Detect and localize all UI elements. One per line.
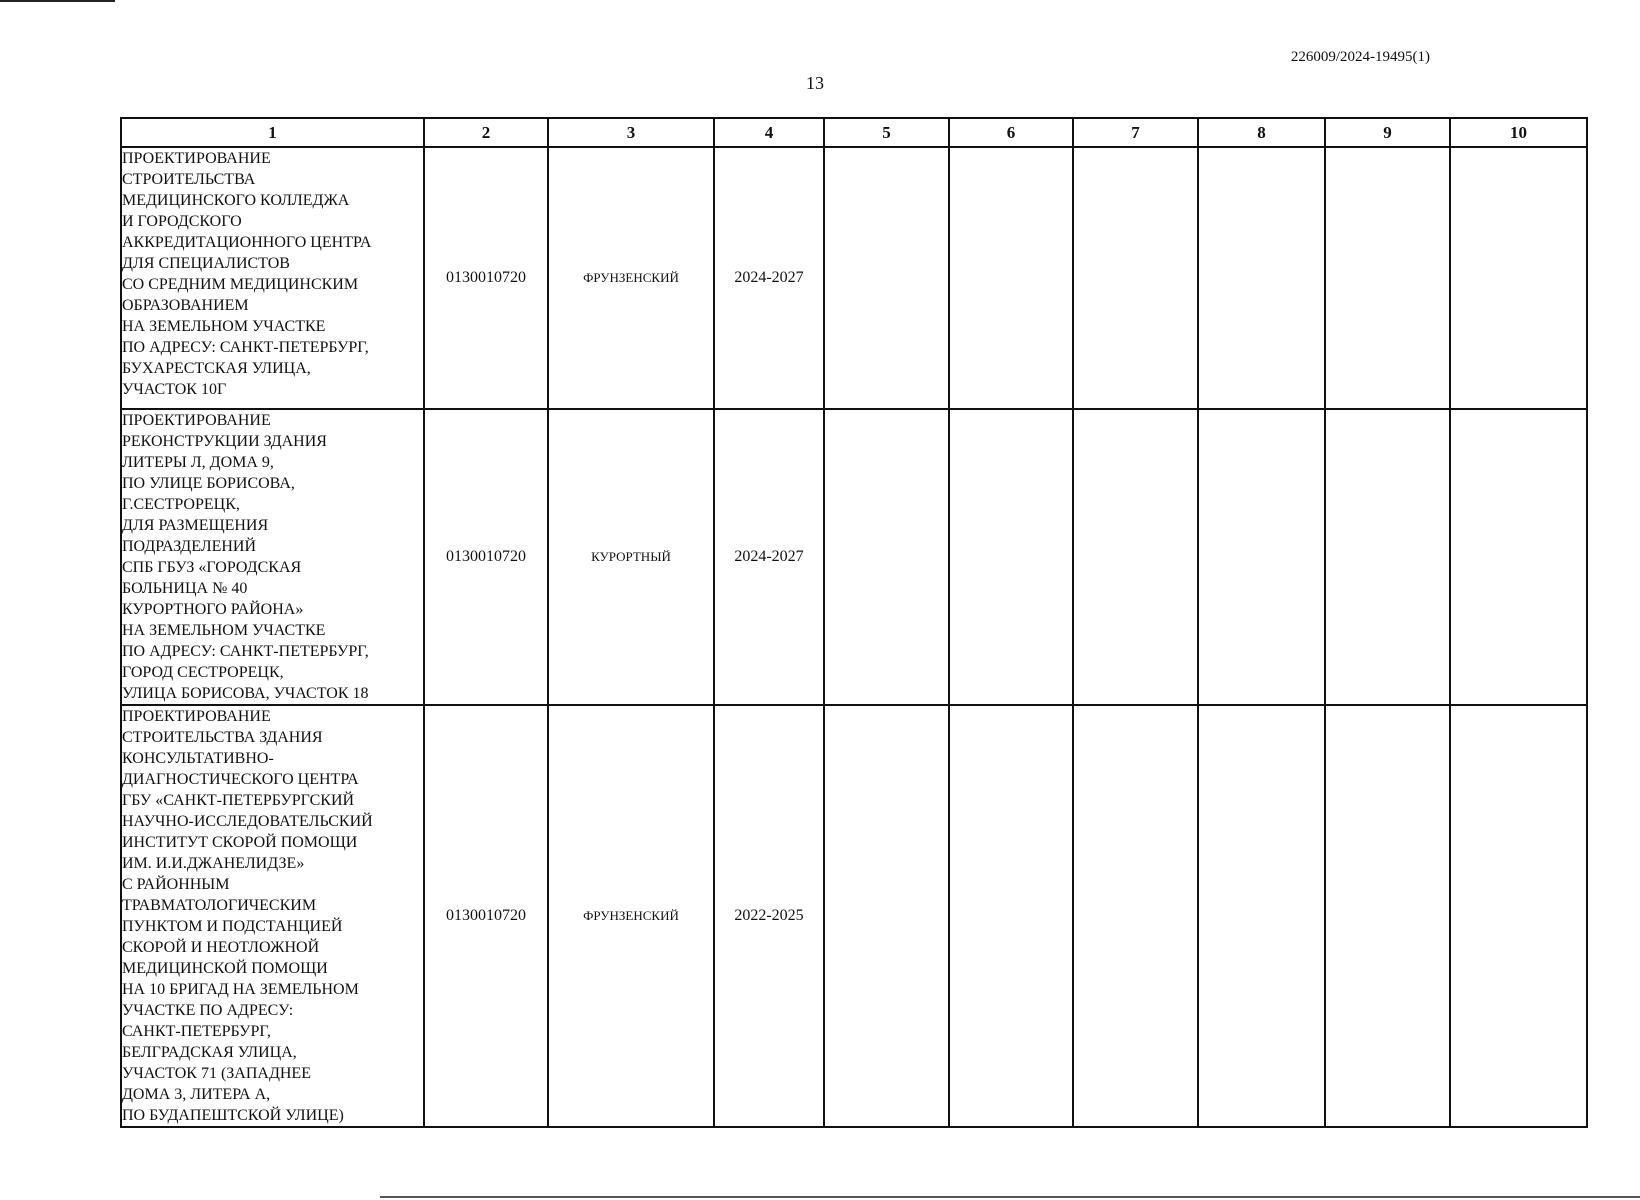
column-header: 5	[824, 118, 949, 147]
column-header: 2	[424, 118, 548, 147]
table-header-row	[121, 118, 1587, 147]
table-row	[121, 705, 1587, 1127]
empty-cell	[1198, 705, 1325, 1127]
document-number: 226009/2024-19495(1)	[1290, 49, 1430, 65]
empty-cell	[824, 409, 949, 705]
district-cell: ФРУНЗЕНСКИЙ	[548, 147, 714, 409]
empty-cell	[949, 705, 1073, 1127]
empty-cell	[824, 147, 949, 409]
empty-cell	[1450, 705, 1587, 1127]
column-header: 9	[1325, 118, 1450, 147]
period-cell: 2024-2027	[714, 147, 824, 409]
empty-cell	[1450, 147, 1587, 409]
empty-cell	[1198, 409, 1325, 705]
empty-cell	[1325, 147, 1450, 409]
code-cell: 0130010720	[424, 409, 548, 705]
empty-cell	[1073, 705, 1198, 1127]
empty-cell	[1198, 147, 1325, 409]
empty-cell	[1325, 705, 1450, 1127]
project-name-cell: ПРОЕКТИРОВАНИЕ СТРОИТЕЛЬСТВА ЗДАНИЯ КОНСУЛЬТАТИВНО- ДИАГНОСТИЧЕСКОГО ЦЕНТРА ГБУ «САНКТ-ПЕТЕРБУРГСКИЙ НАУЧНО-ИССЛЕДОВАТЕЛЬСКИЙ ИНСТИТУТ СКОРОЙ ПОМОЩИ ИМ. И.И.ДЖАНЕЛИДЗЕ» С РАЙОННЫМ ТРАВМАТОЛОГИЧЕСКИМ ПУНКТОМ И ПОДСТАНЦИЕЙ СКОРОЙ И НЕОТЛОЖНОЙ МЕДИЦИНСКОЙ ПОМОЩИ НА 10 БРИГАД НА ЗЕМЕЛЬНОМ УЧАСТКЕ ПО АДРЕСУ: САНКТ-ПЕТЕРБУРГ, БЕЛГРАДСКАЯ УЛИЦА, УЧАСТОК 71 (ЗАПАДНЕЕ ДОМА 3, ЛИТЕРА А, ПО БУДАПЕШТСКОЙ УЛИЦЕ)	[121, 705, 424, 1127]
period-cell: 2024-2027	[714, 409, 824, 705]
table-row	[121, 409, 1587, 705]
empty-cell	[1073, 409, 1198, 705]
column-header: 7	[1073, 118, 1198, 147]
code-cell: 0130010720	[424, 705, 548, 1127]
empty-cell	[949, 409, 1073, 705]
program-table	[120, 117, 1588, 1128]
project-name-cell: ПРОЕКТИРОВАНИЕ РЕКОНСТРУКЦИИ ЗДАНИЯ ЛИТЕРЫ Л, ДОМА 9, ПО УЛИЦЕ БОРИСОВА, Г.СЕСТРОРЕЦК, ДЛЯ РАЗМЕЩЕНИЯ ПОДРАЗДЕЛЕНИЙ СПБ ГБУЗ «ГОРОДСКАЯ БОЛЬНИЦА № 40 КУРОРТНОГО РАЙОНА» НА ЗЕМЕЛЬНОМ УЧАСТКЕ ПО АДРЕСУ: САНКТ-ПЕТЕРБУРГ, ГОРОД СЕСТРОРЕЦК, УЛИЦА БОРИСОВА, УЧАСТОК 18	[121, 409, 424, 705]
column-header: 4	[714, 118, 824, 147]
column-header: 6	[949, 118, 1073, 147]
column-header: 8	[1198, 118, 1325, 147]
district-cell: КУРОРТНЫЙ	[548, 409, 714, 705]
scan-edge-line	[380, 1196, 1640, 1198]
empty-cell	[1325, 409, 1450, 705]
district-cell: ФРУНЗЕНСКИЙ	[548, 705, 714, 1127]
page-number: 13	[806, 73, 824, 93]
project-name-cell: ПРОЕКТИРОВАНИЕ СТРОИТЕЛЬСТВА МЕДИЦИНСКОГО КОЛЛЕДЖА И ГОРОДСКОГО АККРЕДИТАЦИОННОГО ЦЕНТРА ДЛЯ СПЕЦИАЛИСТОВ СО СРЕДНИМ МЕДИЦИНСКИМ ОБРАЗОВАНИЕМ НА ЗЕМЕЛЬНОМ УЧАСТКЕ ПО АДРЕСУ: САНКТ-ПЕТЕРБУРГ, БУХАРЕСТСКАЯ УЛИЦА, УЧАСТОК 10Г	[121, 147, 424, 409]
code-cell: 0130010720	[424, 147, 548, 409]
column-header: 1	[121, 118, 424, 147]
period-cell: 2022-2025	[714, 705, 824, 1127]
column-header: 10	[1450, 118, 1587, 147]
empty-cell	[949, 147, 1073, 409]
scan-edge-line	[0, 0, 115, 2]
empty-cell	[1450, 409, 1587, 705]
empty-cell	[824, 705, 949, 1127]
empty-cell	[1073, 147, 1198, 409]
table-row	[121, 147, 1587, 409]
column-header: 3	[548, 118, 714, 147]
